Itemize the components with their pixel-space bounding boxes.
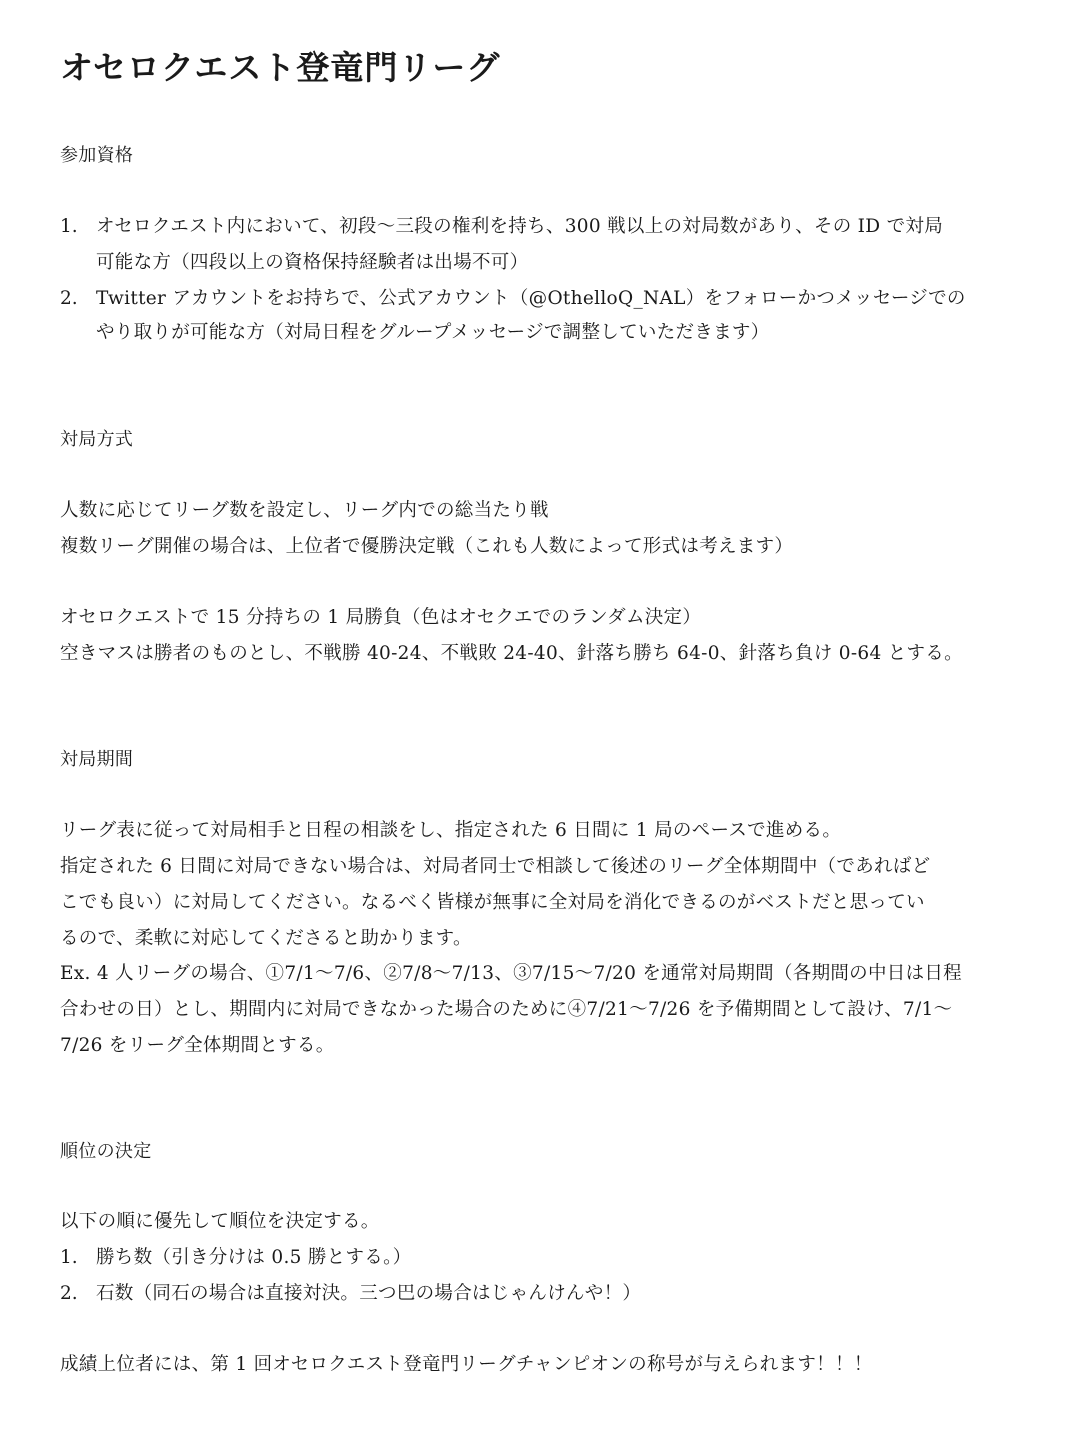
section-heading-format: 対局方式: [60, 429, 134, 450]
document-title: オセロクエスト登竜門リーグ: [60, 48, 501, 87]
ranking-item-1-number: 1.: [60, 1247, 78, 1268]
eligibility-item-1-line-2: 可能な方（四段以上の資格保持経験者は出場不可）: [96, 252, 529, 273]
section-heading-period: 対局期間: [60, 749, 134, 770]
section-heading-ranking: 順位の決定: [60, 1141, 152, 1162]
eligibility-item-1-number: 1.: [60, 216, 78, 237]
period-line-6: 合わせの日）とし、期間内に対局できなかった場合のために④7/21～7/26 を予備期間として設け、7/1～: [60, 999, 953, 1020]
ranking-item-1-text: 勝ち数（引き分けは 0.5 勝とする。）: [96, 1247, 412, 1268]
period-line-1: リーグ表に従って対局相手と日程の相談をし、指定された 6 日間に 1 局のペースで進める。: [60, 820, 842, 841]
format-line-4: 空きマスは勝者のものとし、不戦勝 40-24、不戦敗 24-40、針落ち勝ち 64-0、針落ち負け 0-64 とする。: [60, 643, 963, 664]
format-line-1: 人数に応じてリーグ数を設定し、リーグ内での総当たり戦: [60, 500, 549, 521]
section-heading-eligibility: 参加資格: [60, 145, 134, 166]
eligibility-item-2-line-2: やり取りが可能な方（対局日程をグループメッセージで調整していただきます）: [96, 322, 770, 343]
ranking-item-2-text: 石数（同石の場合は直接対決。三つ巴の場合はじゃんけんや！）: [96, 1283, 642, 1304]
eligibility-item-1-line-1: オセロクエスト内において、初段～三段の権利を持ち、300 戦以上の対局数があり、その ID で対局: [96, 216, 944, 237]
period-line-2: 指定された 6 日間に対局できない場合は、対局者同士で相談して後述のリーグ全体期間中（であればど: [60, 856, 931, 877]
period-line-7: 7/26 をリーグ全体期間とする。: [60, 1035, 335, 1056]
period-line-3: こでも良い）に対局してください。なるべく皆様が無事に全対局を消化できるのがベストだと思ってい: [60, 892, 925, 913]
ranking-intro: 以下の順に優先して順位を決定する。: [60, 1211, 380, 1232]
format-line-2: 複数リーグ開催の場合は、上位者で優勝決定戦（これも人数によって形式は考えます）: [60, 536, 794, 557]
eligibility-item-2-number: 2.: [60, 288, 78, 309]
eligibility-item-2-line-1: Twitter アカウントをお持ちで、公式アカウント（@OthelloQ_NAL）をフォローかつメッセージでの: [96, 288, 966, 309]
period-line-5: Ex. 4 人リーグの場合、①7/1～7/6、②7/8～7/13、③7/15～7/20 を通常対局期間（各期間の中日は日程: [60, 963, 962, 984]
ranking-item-2-number: 2.: [60, 1283, 78, 1304]
period-line-4: るので、柔軟に対応してくださると助かります。: [60, 928, 472, 949]
ranking-closing: 成績上位者には、第 1 回オセロクエスト登竜門リーグチャンピオンの称号が与えられます！！！: [60, 1354, 873, 1375]
format-line-3: オセロクエストで 15 分持ちの 1 局勝負（色はオセクエでのランダム決定）: [60, 607, 702, 628]
